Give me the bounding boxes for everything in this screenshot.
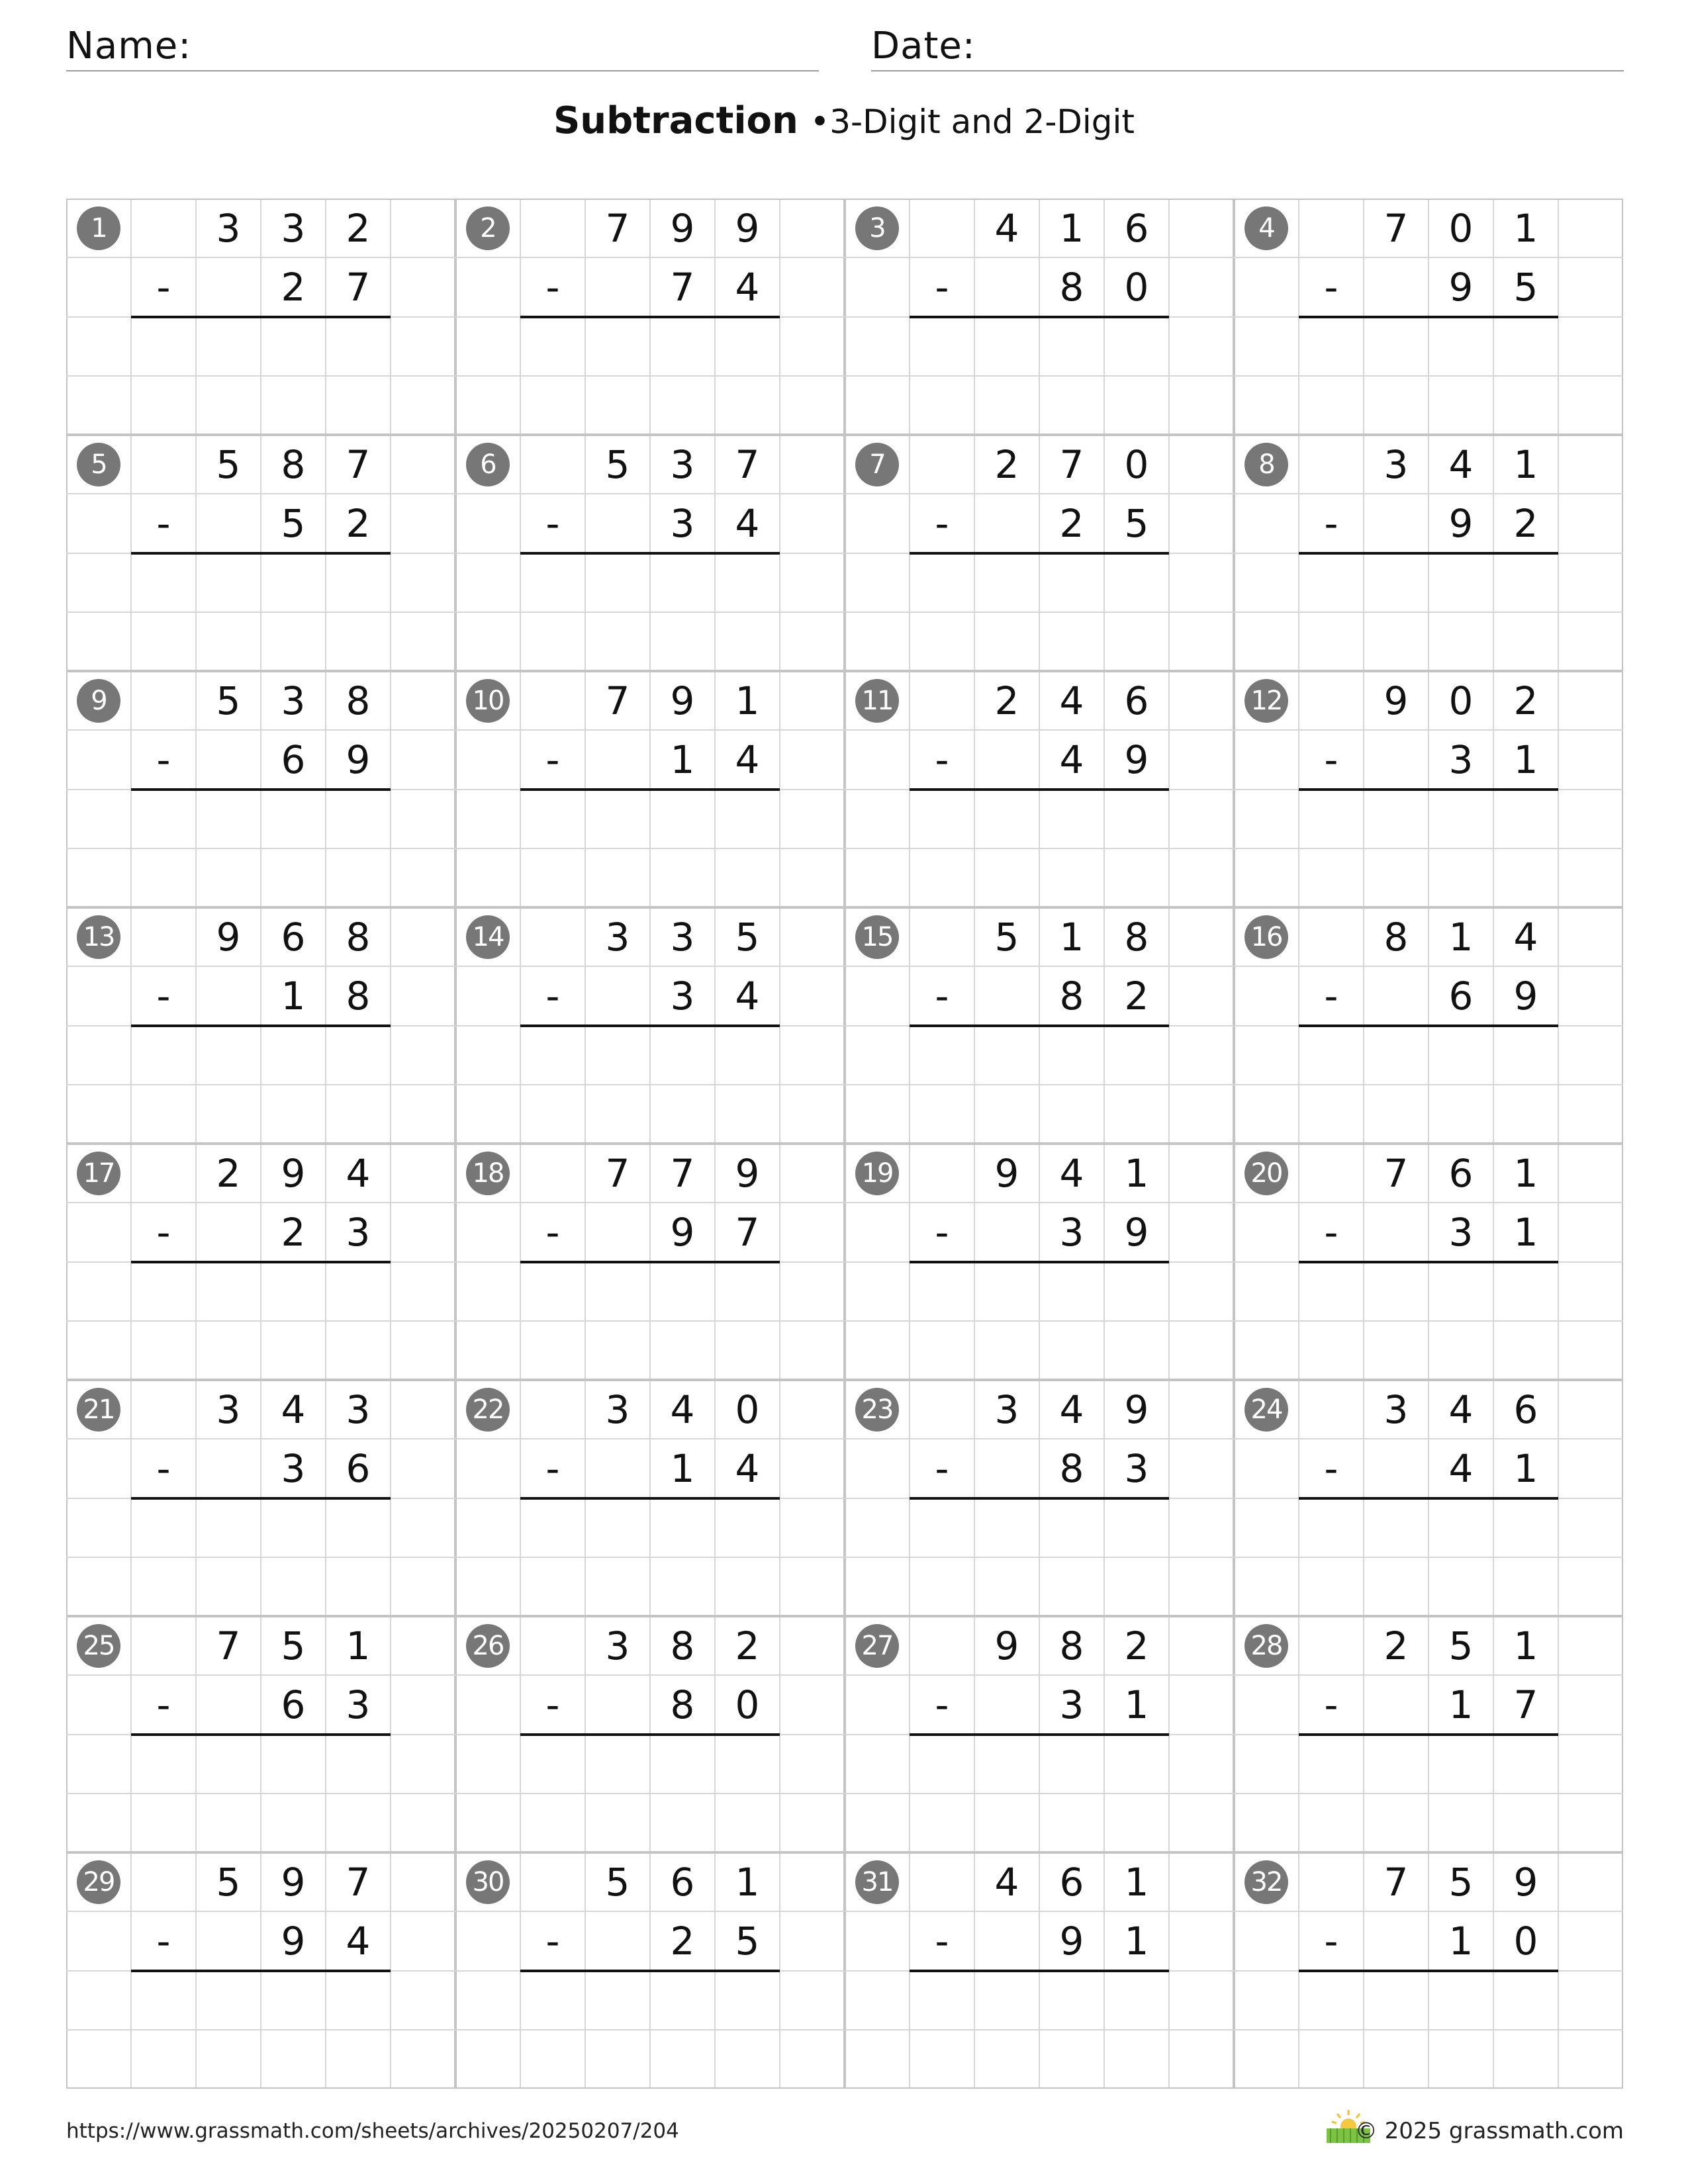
subtrahend-digit: 9: [1448, 500, 1474, 546]
minuend-digit: 9: [670, 678, 695, 723]
problem-number-badge: 4: [1244, 206, 1288, 250]
answer-rule: [910, 1261, 1169, 1263]
answer-rule: [1299, 788, 1558, 791]
answer-rule: [1299, 1024, 1558, 1027]
subtrahend-digit: 2: [670, 1918, 695, 1964]
minuend-digit: 2: [1513, 678, 1538, 723]
subtrahend-digit: 4: [346, 1918, 371, 1964]
minus-sign: -: [156, 264, 171, 310]
minus-sign: -: [156, 737, 171, 782]
minuend-digit: 9: [1124, 1387, 1149, 1432]
answer-rule: [910, 316, 1169, 318]
answer-rule: [1299, 1497, 1558, 1500]
minuend-digit: 6: [281, 914, 306, 960]
problem-number-badge: 18: [466, 1152, 510, 1195]
subtrahend-digit: 3: [346, 1682, 371, 1727]
minus-sign: -: [156, 973, 171, 1019]
minus-sign: -: [156, 1918, 171, 1964]
title-subtitle: 3-Digit and 2-Digit: [829, 103, 1135, 141]
problem-number-badge: 13: [77, 915, 120, 959]
minuend-digit: 2: [735, 1623, 760, 1668]
subtrahend-digit: 9: [281, 1918, 306, 1964]
minus-sign: -: [935, 973, 949, 1019]
minus-sign: -: [156, 1445, 171, 1491]
subtrahend-digit: 9: [1059, 1918, 1084, 1964]
subtrahend-digit: 4: [1448, 1445, 1474, 1491]
problem-number-badge: 27: [855, 1624, 899, 1668]
minuend-digit: 9: [281, 1859, 306, 1905]
minuend-digit: 3: [670, 914, 695, 960]
minuend-digit: 5: [216, 1859, 241, 1905]
subtrahend-digit: 1: [670, 1445, 695, 1491]
minus-sign: -: [1324, 1445, 1338, 1491]
title-main: Subtraction: [553, 99, 798, 142]
minuend-digit: 9: [670, 205, 695, 251]
subtrahend-digit: 3: [670, 973, 695, 1019]
problem-number-badge: 26: [466, 1624, 510, 1668]
minuend-digit: 8: [346, 678, 371, 723]
subtrahend-digit: 5: [735, 1918, 760, 1964]
subtrahend-digit: 4: [735, 973, 760, 1019]
problem-number-badge: 30: [466, 1860, 510, 1904]
minuend-digit: 2: [216, 1150, 241, 1196]
answer-rule: [131, 1024, 391, 1027]
problem-number-badge: 15: [855, 915, 899, 959]
minuend-digit: 2: [346, 205, 371, 251]
minuend-digit: 3: [605, 1387, 630, 1432]
minus-sign: -: [156, 500, 171, 546]
answer-rule: [910, 552, 1169, 555]
minus-sign: -: [545, 737, 560, 782]
problem-number-badge: 17: [77, 1152, 120, 1195]
minuend-digit: 4: [1059, 678, 1084, 723]
minuend-digit: 9: [994, 1623, 1019, 1668]
minuend-digit: 4: [1448, 1387, 1474, 1432]
problem-number-badge: 28: [1244, 1624, 1288, 1668]
subtrahend-digit: 0: [735, 1682, 760, 1727]
problem-number-badge: 31: [855, 1860, 899, 1904]
minuend-digit: 9: [1383, 678, 1409, 723]
footer-copyright: © 2025 grassmath.com: [1354, 2118, 1624, 2144]
minuend-digit: 3: [216, 1387, 241, 1432]
minuend-digit: 9: [281, 1150, 306, 1196]
minus-sign: -: [935, 1682, 949, 1727]
minuend-digit: 5: [605, 441, 630, 487]
minuend-digit: 1: [735, 1859, 760, 1905]
answer-rule: [131, 1970, 391, 1972]
subtrahend-digit: 3: [1448, 1209, 1474, 1255]
subtrahend-digit: 1: [1513, 1209, 1538, 1255]
minuend-digit: 7: [346, 1859, 371, 1905]
minuend-digit: 3: [281, 205, 306, 251]
subtrahend-digit: 2: [1124, 973, 1149, 1019]
minuend-digit: 7: [605, 1150, 630, 1196]
subtrahend-digit: 5: [1513, 264, 1538, 310]
minus-sign: -: [545, 1682, 560, 1727]
subtrahend-digit: 4: [735, 737, 760, 782]
minuend-digit: 2: [1124, 1623, 1149, 1668]
minuend-digit: 4: [994, 205, 1019, 251]
minuend-digit: 1: [1059, 914, 1084, 960]
answer-rule: [520, 316, 780, 318]
minuend-digit: 1: [735, 678, 760, 723]
subtrahend-digit: 6: [1448, 973, 1474, 1019]
minus-sign: -: [545, 500, 560, 546]
minuend-digit: 1: [1124, 1859, 1149, 1905]
minuend-digit: 4: [670, 1387, 695, 1432]
problem-number-badge: 7: [855, 443, 899, 486]
minuend-digit: 4: [1059, 1387, 1084, 1432]
minuend-digit: 7: [346, 441, 371, 487]
minuend-digit: 8: [1383, 914, 1409, 960]
answer-rule: [131, 316, 391, 318]
answer-rule: [131, 788, 391, 791]
minuend-digit: 2: [994, 678, 1019, 723]
answer-rule: [520, 788, 780, 791]
answer-rule: [1299, 1970, 1558, 1972]
minuend-digit: 1: [1124, 1150, 1149, 1196]
minuend-digit: 7: [605, 205, 630, 251]
minus-sign: -: [935, 500, 949, 546]
minus-sign: -: [935, 737, 949, 782]
minuend-digit: 8: [281, 441, 306, 487]
subtrahend-digit: 7: [670, 264, 695, 310]
minuend-digit: 1: [1513, 1623, 1538, 1668]
worksheet-title: [0, 99, 1688, 142]
minus-sign: -: [1324, 1918, 1338, 1964]
problem-number-badge: 20: [1244, 1152, 1288, 1195]
minuend-digit: 4: [346, 1150, 371, 1196]
subtrahend-digit: 0: [1513, 1918, 1538, 1964]
minus-sign: -: [545, 1445, 560, 1491]
subtrahend-digit: 9: [1124, 1209, 1149, 1255]
problem-number-badge: 23: [855, 1388, 899, 1432]
minuend-digit: 1: [1513, 205, 1538, 251]
minuend-digit: 7: [216, 1623, 241, 1668]
minuend-digit: 5: [1448, 1859, 1474, 1905]
subtrahend-digit: 1: [1513, 1445, 1538, 1491]
minuend-digit: 7: [735, 441, 760, 487]
minus-sign: -: [156, 1209, 171, 1255]
minuend-digit: 7: [605, 678, 630, 723]
subtrahend-digit: 9: [1124, 737, 1149, 782]
minuend-digit: 0: [1448, 205, 1474, 251]
subtrahend-digit: 2: [281, 264, 306, 310]
problem-number-badge: 22: [466, 1388, 510, 1432]
subtrahend-digit: 2: [1059, 500, 1084, 546]
problem-number-badge: 24: [1244, 1388, 1288, 1432]
answer-rule: [520, 1024, 780, 1027]
subtrahend-digit: 5: [281, 500, 306, 546]
subtrahend-digit: 3: [670, 500, 695, 546]
minus-sign: -: [545, 973, 560, 1019]
minuend-digit: 6: [670, 1859, 695, 1905]
minuend-digit: 3: [670, 441, 695, 487]
subtrahend-digit: 0: [1124, 264, 1149, 310]
subtrahend-digit: 3: [346, 1209, 371, 1255]
minuend-digit: 4: [1513, 914, 1538, 960]
subtrahend-digit: 8: [1059, 973, 1084, 1019]
subtrahend-digit: 4: [735, 1445, 760, 1491]
minuend-digit: 3: [605, 914, 630, 960]
minuend-digit: 8: [1059, 1623, 1084, 1668]
subtrahend-digit: 3: [1448, 737, 1474, 782]
date-field[interactable]: [871, 24, 1624, 71]
minuend-digit: 9: [735, 1150, 760, 1196]
problem-number-badge: 6: [466, 443, 510, 486]
minuend-digit: 6: [1059, 1859, 1084, 1905]
minuend-digit: 3: [994, 1387, 1019, 1432]
answer-rule: [910, 788, 1169, 791]
minus-sign: -: [935, 264, 949, 310]
problem-number-badge: 11: [855, 679, 899, 723]
subtrahend-digit: 8: [1059, 264, 1084, 310]
subtrahend-digit: 6: [281, 737, 306, 782]
problem-number-badge: 1: [77, 206, 120, 250]
minus-sign: -: [1324, 1209, 1338, 1255]
minuend-digit: 7: [1383, 1859, 1409, 1905]
answer-rule: [520, 1970, 780, 1972]
minuend-digit: 6: [1448, 1150, 1474, 1196]
name-label: Name:: [66, 24, 192, 68]
minuend-digit: 4: [281, 1387, 306, 1432]
subtrahend-digit: 1: [1448, 1918, 1474, 1964]
answer-rule: [910, 1497, 1169, 1500]
name-field[interactable]: [66, 24, 819, 71]
subtrahend-digit: 9: [1513, 973, 1538, 1019]
subtrahend-digit: 7: [735, 1209, 760, 1255]
minuend-digit: 6: [1513, 1387, 1538, 1432]
minuend-digit: 9: [1513, 1859, 1538, 1905]
minuend-digit: 4: [994, 1859, 1019, 1905]
subtrahend-digit: 9: [1448, 264, 1474, 310]
answer-rule: [131, 1261, 391, 1263]
minuend-digit: 5: [1448, 1623, 1474, 1668]
minuend-digit: 4: [1448, 441, 1474, 487]
answer-rule: [910, 1024, 1169, 1027]
answer-rule: [520, 1733, 780, 1736]
minus-sign: -: [935, 1445, 949, 1491]
problem-grid: [66, 199, 1623, 2089]
minus-sign: -: [1324, 973, 1338, 1019]
minuend-digit: 5: [605, 1859, 630, 1905]
minus-sign: -: [1324, 737, 1338, 782]
answer-rule: [1299, 1261, 1558, 1263]
minuend-digit: 0: [1448, 678, 1474, 723]
minuend-digit: 7: [1059, 441, 1084, 487]
minuend-digit: 3: [281, 678, 306, 723]
answer-rule: [520, 1261, 780, 1263]
answer-rule: [520, 1497, 780, 1500]
problem-number-badge: 12: [1244, 679, 1288, 723]
subtrahend-digit: 3: [1124, 1445, 1149, 1491]
subtrahend-digit: 9: [670, 1209, 695, 1255]
minuend-digit: 9: [216, 914, 241, 960]
problem-number-badge: 16: [1244, 915, 1288, 959]
minuend-digit: 5: [216, 678, 241, 723]
minuend-digit: 3: [346, 1387, 371, 1432]
subtrahend-digit: 1: [1513, 737, 1538, 782]
problem-number-badge: 2: [466, 206, 510, 250]
minus-sign: -: [545, 264, 560, 310]
minuend-digit: 6: [1124, 678, 1149, 723]
answer-rule: [520, 552, 780, 555]
minuend-digit: 8: [670, 1623, 695, 1668]
minuend-digit: 7: [1383, 1150, 1409, 1196]
minus-sign: -: [156, 1682, 171, 1727]
footer-url: https://www.grassmath.com/sheets/archives/20250207/204: [66, 2119, 679, 2143]
minuend-digit: 0: [1124, 441, 1149, 487]
minuend-digit: 2: [1383, 1623, 1409, 1668]
minus-sign: -: [545, 1209, 560, 1255]
minuend-digit: 1: [1513, 1150, 1538, 1196]
minuend-digit: 8: [1124, 914, 1149, 960]
minuend-digit: 1: [1448, 914, 1474, 960]
minuend-digit: 5: [735, 914, 760, 960]
minuend-digit: 4: [1059, 1150, 1084, 1196]
subtrahend-digit: 1: [670, 737, 695, 782]
minuend-digit: 1: [1513, 441, 1538, 487]
problem-number-badge: 5: [77, 443, 120, 486]
minuend-digit: 0: [735, 1387, 760, 1432]
minuend-digit: 5: [281, 1623, 306, 1668]
subtrahend-digit: 6: [281, 1682, 306, 1727]
subtrahend-digit: 1: [1124, 1918, 1149, 1964]
minuend-digit: 9: [735, 205, 760, 251]
minuend-digit: 3: [216, 205, 241, 251]
problem-number-badge: 25: [77, 1624, 120, 1668]
minuend-digit: 5: [216, 441, 241, 487]
minus-sign: -: [1324, 500, 1338, 546]
subtrahend-digit: 1: [1124, 1682, 1149, 1727]
subtrahend-digit: 1: [281, 973, 306, 1019]
problem-number-badge: 21: [77, 1388, 120, 1432]
answer-rule: [910, 1733, 1169, 1736]
minuend-digit: 1: [1059, 205, 1084, 251]
problem-number-badge: 19: [855, 1152, 899, 1195]
answer-rule: [1299, 316, 1558, 318]
minuend-digit: 3: [1383, 441, 1409, 487]
minuend-digit: 7: [670, 1150, 695, 1196]
minuend-digit: 9: [994, 1150, 1019, 1196]
problem-number-badge: 32: [1244, 1860, 1288, 1904]
title-bullet: •: [810, 103, 830, 141]
answer-rule: [910, 1970, 1169, 1972]
subtrahend-digit: 8: [1059, 1445, 1084, 1491]
subtrahend-digit: 8: [670, 1682, 695, 1727]
subtrahend-digit: 2: [281, 1209, 306, 1255]
subtrahend-digit: 4: [735, 264, 760, 310]
problem-number-badge: 10: [466, 679, 510, 723]
subtrahend-digit: 2: [1513, 500, 1538, 546]
problem-number-badge: 8: [1244, 443, 1288, 486]
problem-number-badge: 9: [77, 679, 120, 723]
answer-rule: [131, 1497, 391, 1500]
problem-number-badge: 29: [77, 1860, 120, 1904]
date-label: Date:: [871, 24, 976, 68]
subtrahend-digit: 4: [735, 500, 760, 546]
minuend-digit: 3: [1383, 1387, 1409, 1432]
minuend-digit: 3: [605, 1623, 630, 1668]
answer-rule: [1299, 552, 1558, 555]
subtrahend-digit: 2: [346, 500, 371, 546]
subtrahend-digit: 3: [1059, 1682, 1084, 1727]
problem-number-badge: 3: [855, 206, 899, 250]
subtrahend-digit: 5: [1124, 500, 1149, 546]
subtrahend-digit: 7: [1513, 1682, 1538, 1727]
subtrahend-digit: 9: [346, 737, 371, 782]
problem-number-badge: 14: [466, 915, 510, 959]
minus-sign: -: [935, 1209, 949, 1255]
subtrahend-digit: 3: [281, 1445, 306, 1491]
subtrahend-digit: 3: [1059, 1209, 1084, 1255]
subtrahend-digit: 4: [1059, 737, 1084, 782]
minus-sign: -: [1324, 1682, 1338, 1727]
minus-sign: -: [935, 1918, 949, 1964]
subtrahend-digit: 6: [346, 1445, 371, 1491]
answer-rule: [1299, 1733, 1558, 1736]
minuend-digit: 5: [994, 914, 1019, 960]
minuend-digit: 6: [1124, 205, 1149, 251]
answer-rule: [131, 1733, 391, 1736]
minuend-digit: 1: [346, 1623, 371, 1668]
minuend-digit: 7: [1383, 205, 1409, 251]
answer-rule: [131, 552, 391, 555]
minuend-digit: 2: [994, 441, 1019, 487]
subtrahend-digit: 1: [1448, 1682, 1474, 1727]
minuend-digit: 8: [346, 914, 371, 960]
subtrahend-digit: 7: [346, 264, 371, 310]
minus-sign: -: [1324, 264, 1338, 310]
minus-sign: -: [545, 1918, 560, 1964]
subtrahend-digit: 8: [346, 973, 371, 1019]
